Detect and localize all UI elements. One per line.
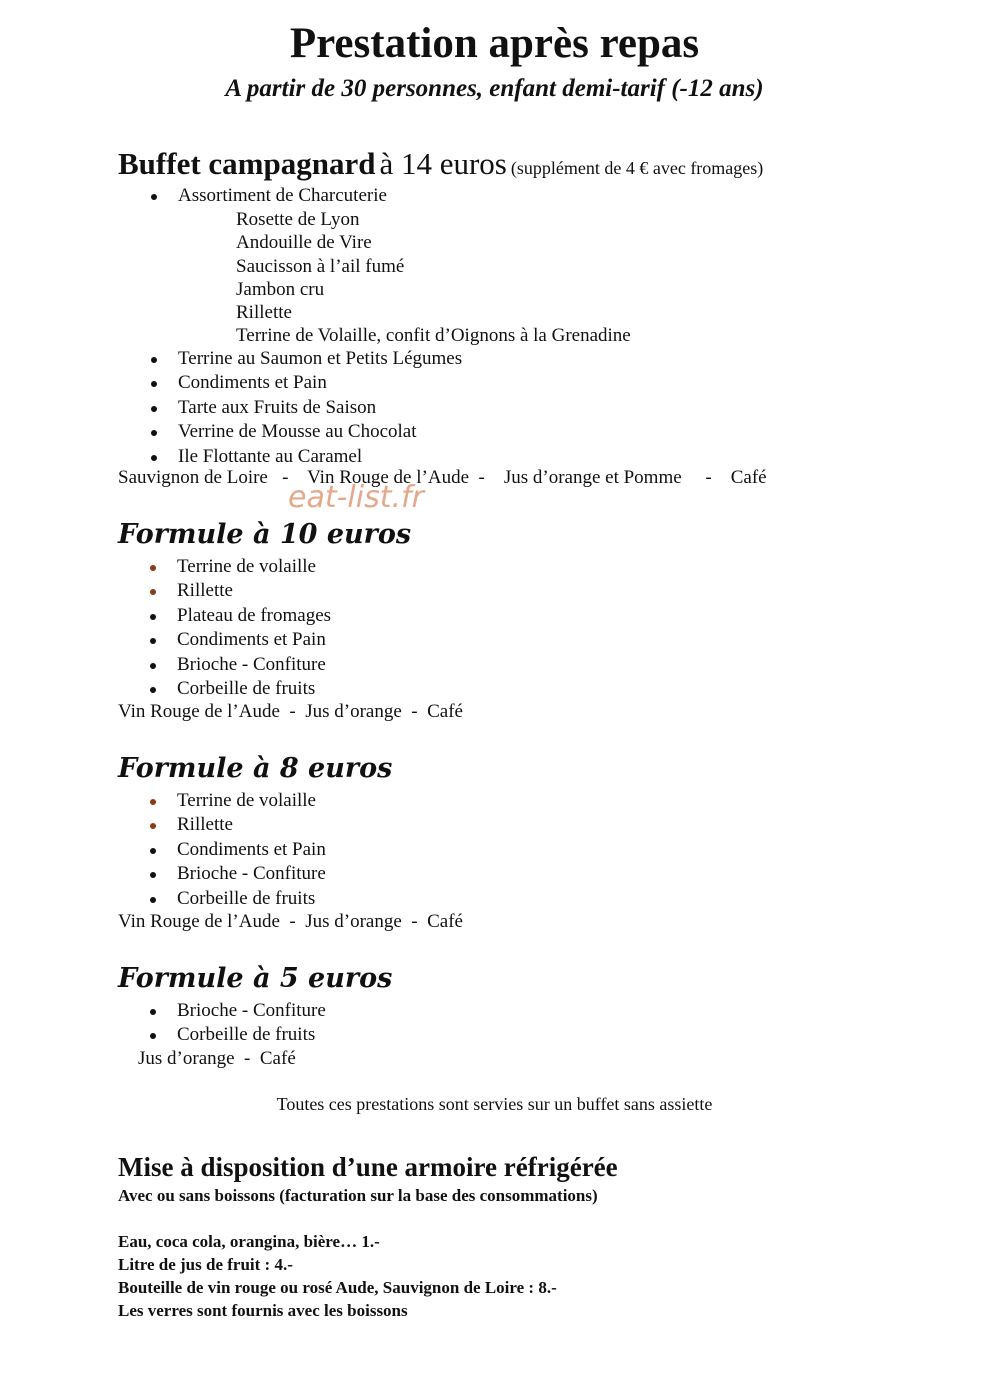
watermark: eat-list.fr — [288, 480, 424, 515]
buffet-name: Buffet campagnard — [118, 146, 376, 181]
formule-8-title: Formule à 8 euros — [118, 753, 393, 784]
fridge-title: Mise à disposition d’une armoire réfrigérée — [118, 1152, 618, 1182]
list-item: Brioche - Confiture — [177, 653, 331, 677]
buffet-price: à 14 euros — [379, 146, 507, 181]
buffet-menu-list — [178, 184, 631, 469]
formule-5-drinks: Jus d’orange - Café — [138, 1048, 296, 1069]
list-item: Condiments et Pain — [178, 371, 631, 395]
formule-8-drinks: Vin Rouge de l’Aude - Jus d’orange - Café — [118, 911, 463, 932]
formule-5-title: Formule à 5 euros — [118, 963, 393, 994]
service-note: Toutes ces prestations sont servies sur un buffet sans assiette — [276, 1094, 713, 1114]
fridge-price-list — [118, 1231, 557, 1323]
buffet-drinks: Sauvignon de Loire - Vin Rouge de l’Aude - Jus d’orange et Pomme - Café — [118, 467, 767, 488]
list-item: Rillette — [177, 579, 331, 603]
list-item: Corbeille de fruits — [177, 1023, 326, 1047]
page-title: Prestation après repas — [289, 20, 700, 67]
list-item: Terrine de volaille — [177, 789, 326, 813]
list-item: Brioche - Confiture — [177, 862, 326, 886]
charcuterie-item: Saucisson à l’ail fumé — [236, 255, 405, 277]
list-item: Rillette — [177, 813, 326, 837]
list-item: Corbeille de fruits — [177, 677, 331, 701]
list-item: Condiments et Pain — [177, 838, 326, 862]
charcuterie-item: Rosette de Lyon — [236, 209, 360, 231]
formule-10-drinks: Vin Rouge de l’Aude - Jus d’orange - Café — [118, 701, 463, 722]
list-item: Tarte aux Fruits de Saison — [178, 396, 631, 420]
price-line: Bouteille de vin rouge ou rosé Aude, Sauvignon de Loire : 8.- — [118, 1278, 557, 1297]
formule-5-list — [177, 999, 326, 1048]
charcuterie-item: Andouille de Vire — [236, 232, 372, 254]
charcuterie-item: Rillette — [236, 301, 292, 323]
price-line: Les verres sont fournis avec les boissons — [118, 1301, 408, 1320]
list-item: Condiments et Pain — [177, 628, 331, 652]
page-subtitle: A partir de 30 personnes, enfant demi-tarif (-12 ans) — [225, 75, 764, 102]
list-item: Plateau de fromages — [177, 604, 331, 628]
buffet-heading — [118, 146, 763, 188]
list-item: Verrine de Mousse au Chocolat — [178, 420, 631, 444]
buffet-supplement: (supplément de 4 € avec fromages) — [510, 158, 764, 178]
list-item: Terrine de volaille — [177, 555, 331, 579]
formule-8-list — [177, 789, 326, 911]
list-item: Corbeille de fruits — [177, 887, 326, 911]
list-item: Brioche - Confiture — [177, 999, 326, 1023]
list-item: Assortiment de Charcuterie — [178, 184, 631, 208]
price-line: Litre de jus de fruit : 4.- — [118, 1255, 293, 1274]
price-line: Eau, coca cola, orangina, bière… 1.- — [118, 1232, 380, 1251]
charcuterie-item: Jambon cru — [236, 278, 325, 300]
list-item: Terrine au Saumon et Petits Légumes — [178, 347, 631, 371]
list-item: Ile Flottante au Caramel — [178, 445, 631, 469]
charcuterie-item: Terrine de Volaille, confit d’Oignons à la Grenadine — [236, 324, 631, 346]
formule-10-list — [177, 555, 331, 701]
fridge-subtitle: Avec ou sans boissons (facturation sur la base des consommations) — [118, 1186, 598, 1205]
formule-10-title: Formule à 10 euros — [118, 519, 412, 550]
